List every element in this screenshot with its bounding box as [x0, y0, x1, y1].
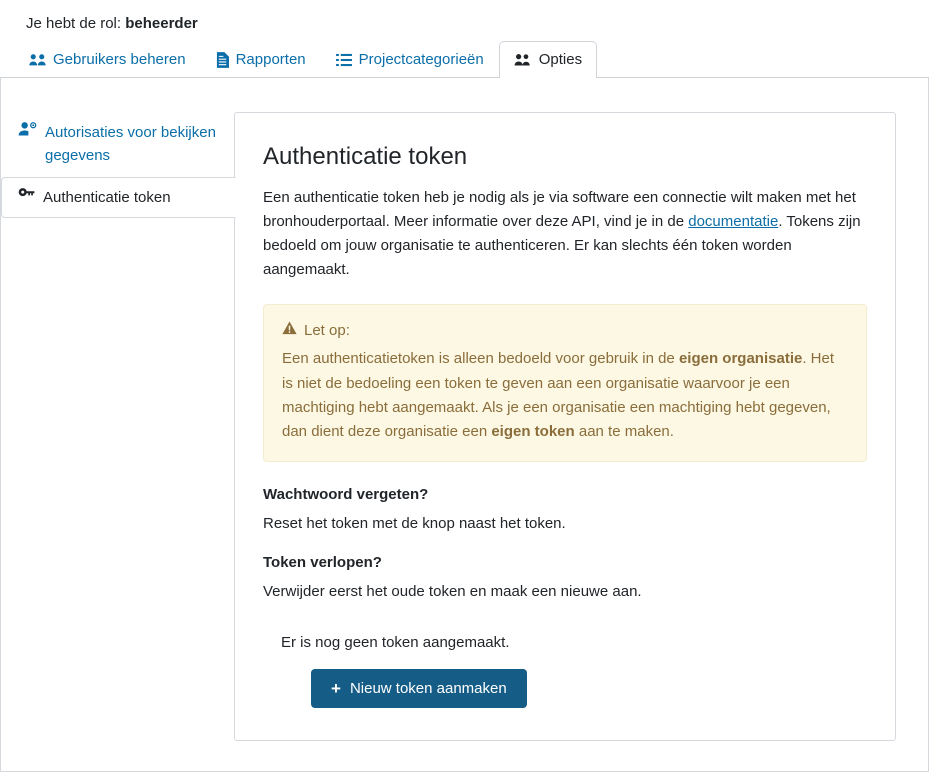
alert-title: Let op:	[304, 322, 350, 340]
list-icon	[336, 53, 352, 67]
users-cog-icon	[514, 53, 532, 67]
key-icon	[18, 186, 35, 209]
panel-intro	[263, 186, 867, 282]
alert-title-row	[282, 319, 848, 343]
subnav-item-autorisaties[interactable]	[1, 112, 235, 177]
section-text-wachtwoord-vergeten: Reset het token met de knop naast het token.	[263, 514, 566, 532]
alert-bold-2: eigen token	[491, 423, 575, 441]
user-check-icon	[18, 121, 37, 144]
token-status-message: Er is nog geen token aangemaakt.	[281, 633, 510, 651]
new-token-button[interactable]	[311, 669, 527, 708]
intro-text-part-1: Een authenticatie token heb je nodig als je via software een connectie wilt maken met het bronhouderportaal. Meer informatie over deze API, vind je in de	[263, 189, 856, 231]
alert-text-2: . Het is niet de bedoeling een token te geven aan een organisatie waarvoor je een machtiging hebt aangemaakt. Als je een organisatie een machtiging hebt gegeven, dan dient deze organisatie een	[282, 350, 835, 441]
alert-text-1: Een authenticatietoken is alleen bedoeld voor gebruik in de	[282, 350, 679, 368]
authentication-token-panel	[234, 112, 896, 741]
documentatie-link[interactable]: documentatie	[688, 213, 779, 231]
document-icon	[216, 52, 229, 68]
section-text-token-verlopen: Verwijder eerst het oude token en maak een nieuwe aan.	[263, 582, 642, 600]
alert-body	[282, 347, 848, 444]
alert-text-3: aan te maken.	[574, 423, 674, 441]
section-heading-wachtwoord-vergeten: Wachtwoord vergeten?	[263, 485, 429, 503]
subnav-item-label: Authenticatie token	[43, 188, 171, 206]
subnav-item-authenticatie-token[interactable]	[1, 177, 236, 218]
options-subnav	[1, 112, 235, 218]
page-title: Authenticatie token	[263, 143, 468, 170]
content-card	[0, 78, 929, 772]
tab-gebruikers-beheren[interactable]	[14, 41, 201, 78]
warning-triangle-icon	[282, 319, 297, 343]
tab-label: Rapporten	[235, 51, 306, 68]
role-value: beheerder	[125, 15, 198, 32]
users-icon	[29, 53, 46, 67]
tab-opties[interactable]	[499, 41, 597, 78]
warning-alert	[263, 304, 867, 461]
role-banner	[26, 15, 198, 32]
plus-icon: +	[331, 678, 341, 698]
section-heading-token-verlopen: Token verlopen?	[263, 553, 382, 571]
tab-label: Opties	[538, 51, 583, 68]
new-token-button-label: Nieuw token aanmaken	[349, 679, 507, 697]
role-prefix: Je hebt de rol:	[26, 15, 126, 32]
intro-text-part-2: . Tokens zijn bedoeld om jouw organisatie te authenticeren. Er kan slechts één token worden aangemaakt.	[263, 213, 861, 279]
tab-projectcategorieen[interactable]	[321, 41, 499, 78]
alert-bold-1: eigen organisatie	[678, 350, 803, 368]
token-status-area	[263, 634, 867, 708]
subnav-item-label: Autorisaties voor bekijken gegevens	[45, 124, 216, 165]
main-tabbar	[0, 40, 929, 78]
tab-label: Gebruikers beheren	[53, 51, 186, 68]
tab-rapporten[interactable]	[201, 41, 321, 78]
tab-label: Projectcategorieën	[358, 51, 484, 68]
